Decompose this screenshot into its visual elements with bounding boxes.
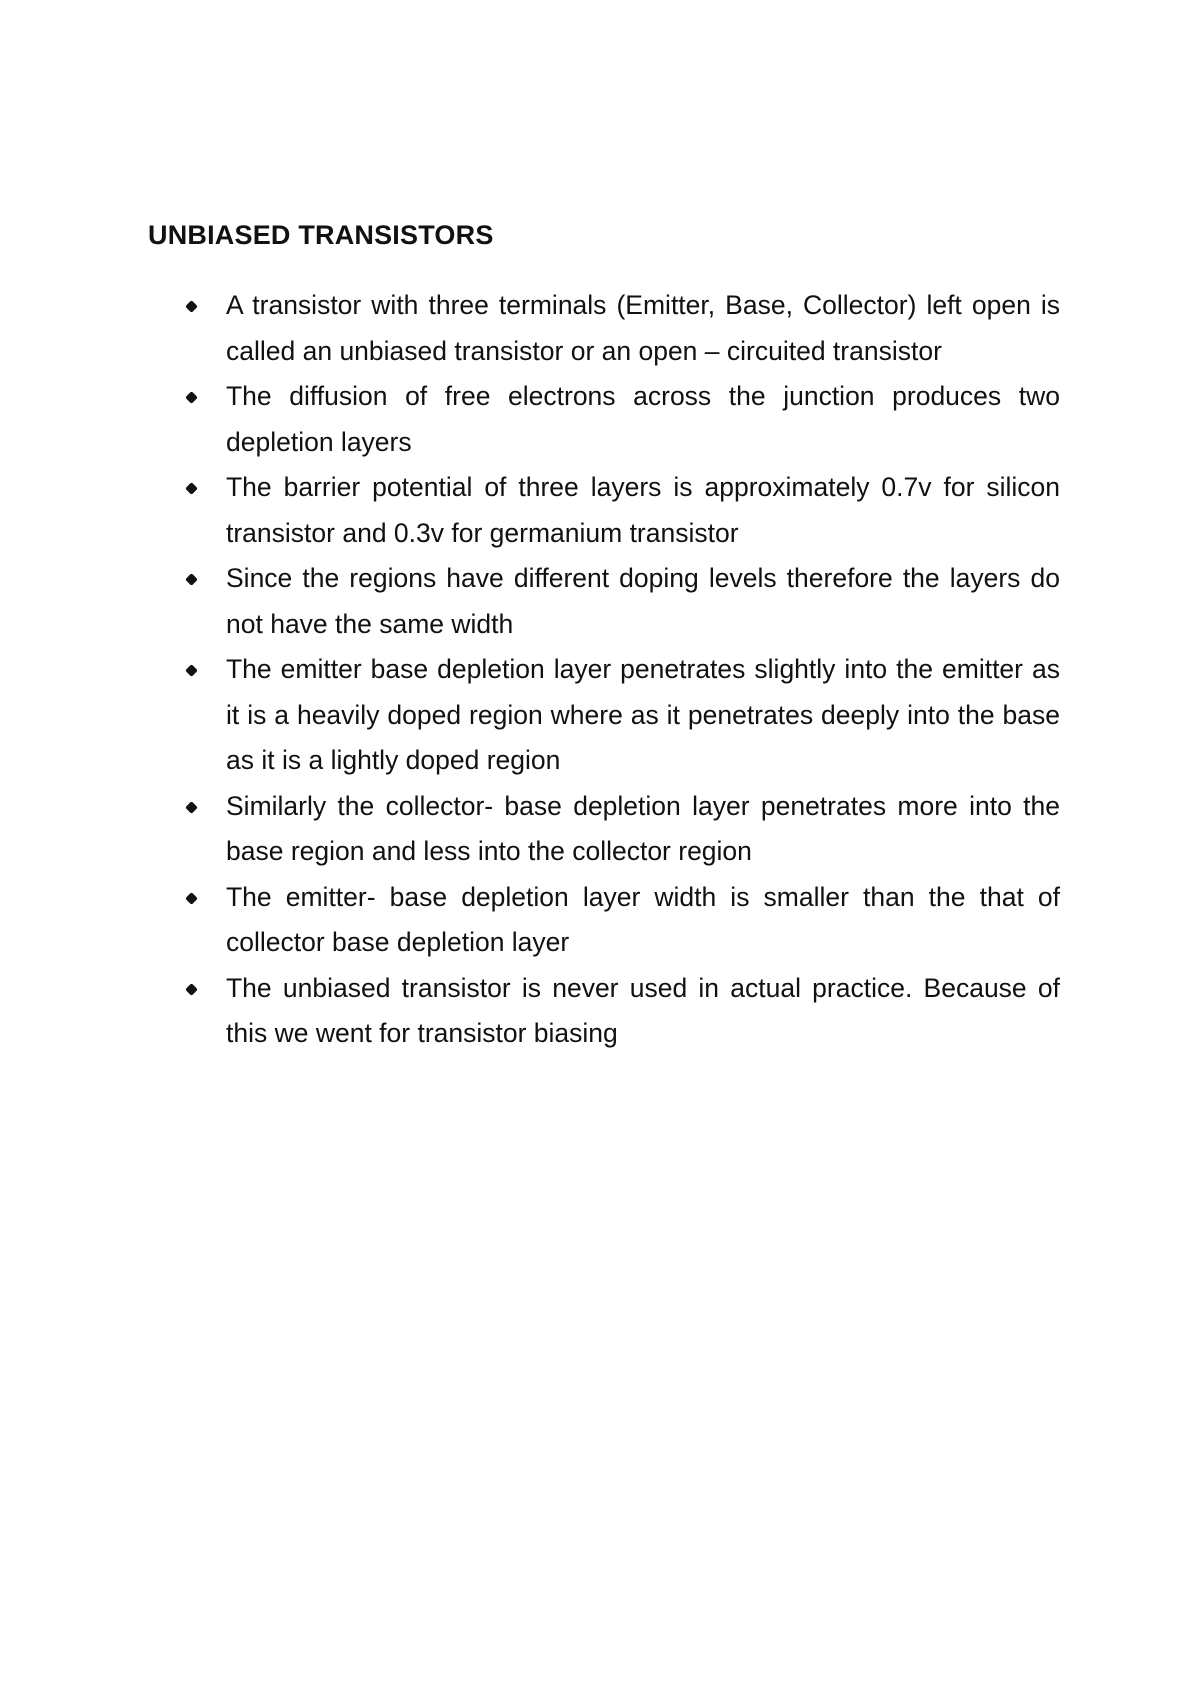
list-item	[187, 374, 1060, 465]
list-item	[187, 784, 1060, 875]
list-item	[187, 875, 1060, 966]
list-item-text: A transistor with three terminals (Emitter, Base, Collector) left open is called an unbiased transistor or an open – circuited transistor	[226, 290, 1060, 366]
list-item	[187, 283, 1060, 374]
bullet-icon	[185, 300, 198, 313]
list-item-text: Similarly the collector- base depletion layer penetrates more into the base region and less into the collector region	[226, 790, 1060, 866]
document-title: UNBIASED TRANSISTORS	[148, 220, 494, 250]
list-item	[187, 556, 1060, 647]
list-item-text: Since the regions have different doping levels therefore the layers do not have the same width	[226, 563, 1060, 639]
list-item-text: The diffusion of free electrons across the junction produces two depletion layers	[226, 381, 1060, 457]
bullet-list	[187, 283, 1060, 1057]
list-item	[187, 966, 1060, 1057]
bullet-icon	[185, 664, 198, 677]
list-item	[187, 465, 1060, 556]
bullet-icon	[185, 482, 198, 495]
list-item-text: The unbiased transistor is never used in actual practice. Because of this we went for transistor biasing	[226, 972, 1060, 1048]
list-item-text: The emitter- base depletion layer width is smaller than the that of collector base depletion layer	[226, 881, 1060, 957]
list-item	[187, 647, 1060, 784]
bullet-icon	[185, 573, 198, 586]
bullet-icon	[185, 801, 198, 814]
list-item-text: The barrier potential of three layers is approximately 0.7v for silicon transistor and 0.3v for germanium transistor	[226, 472, 1060, 548]
bullet-icon	[185, 391, 198, 404]
bullet-icon	[185, 892, 198, 905]
list-item-text: The emitter base depletion layer penetrates slightly into the emitter as it is a heavily doped region where as it penetrates deeply into the base as it is a lightly doped region	[226, 654, 1060, 775]
bullet-icon	[185, 983, 198, 996]
